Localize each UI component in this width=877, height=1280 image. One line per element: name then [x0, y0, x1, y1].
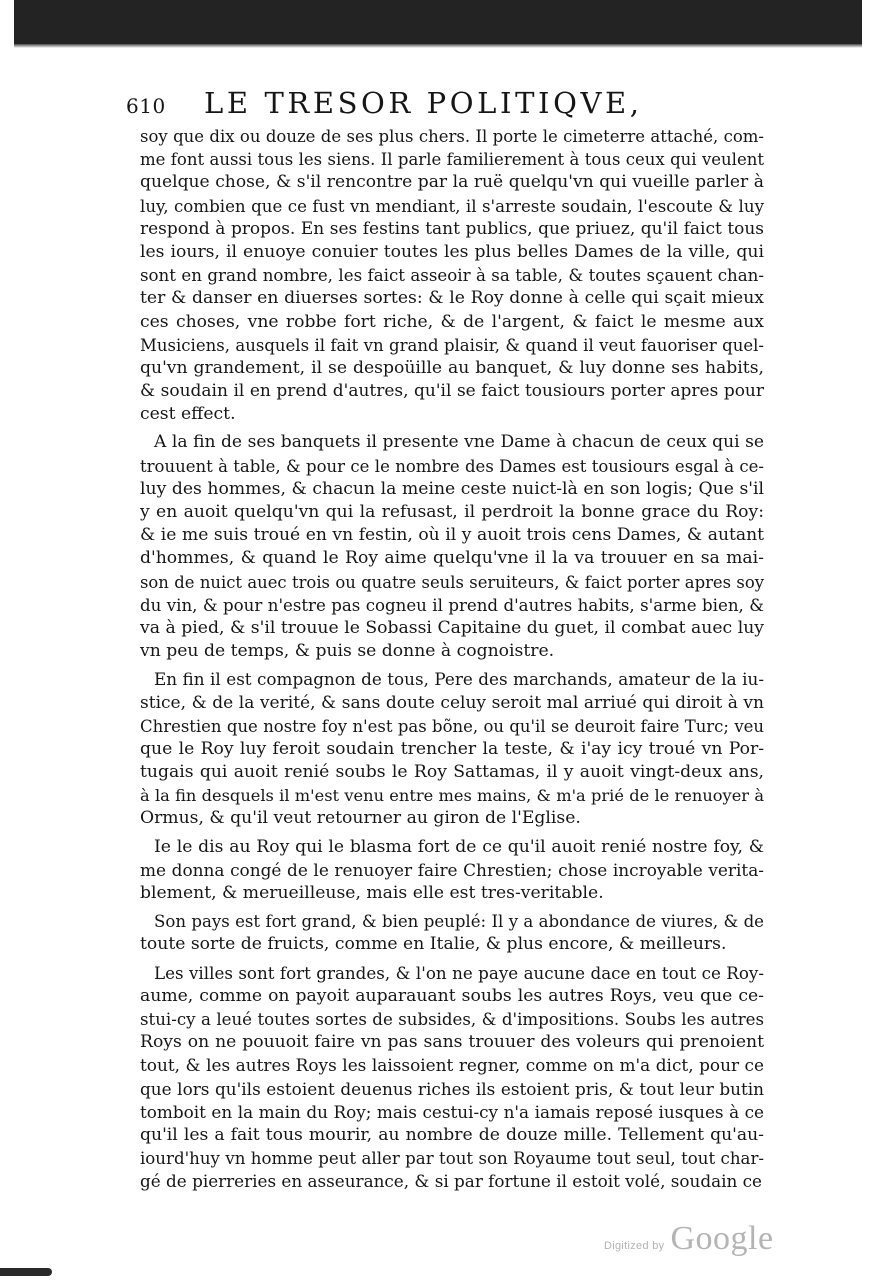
text-line: & soudain il en prend d'autres, qu'il se faict tousiours porter apres pour	[140, 381, 764, 402]
text-line: Chrestien que nostre foy n'est pas bõne, ou qu'il se deuroit faire Turc; veu	[140, 716, 764, 736]
scan-margin-mark	[0, 1268, 52, 1276]
text-line: ter & danser en diuerses sortes: & le Roy donne à celle qui sçait mieux	[140, 288, 764, 309]
paragraph	[140, 431, 764, 663]
text-line: cest effect.	[140, 404, 236, 425]
text-line: vn peu de temps, & puis se donne à cognoistre.	[140, 641, 555, 662]
text-line: stui-cy a leué toutes sortes de subsides, & d'impositions. Soubs les autres	[140, 1009, 764, 1029]
text-line: va à pied, & s'il trouue le Sobassi Capitaine du guet, il combat auec luy	[140, 617, 764, 638]
text-line: luy des hommes, & chacun la meine ceste nuict-là en son logis; Que s'il	[140, 478, 764, 499]
text-line: y en auoit quelqu'vn qui la refusast, il perdroit la bonne grace du Roy:	[140, 502, 764, 522]
text-line: tout, & les autres Roys les laissoient regner, comme on m'a dict, pour ce	[140, 1055, 764, 1076]
text-line: que le Roy luy feroit soudain trencher la teste, & i'ay icy troué vn Por-	[140, 738, 764, 759]
body-text	[140, 125, 764, 1193]
text-line: qu'vn grandement, il se despoüille au banquet, & luy donne ses habits,	[140, 357, 764, 378]
running-title: LE TRESOR POLITIQVE,	[204, 86, 643, 120]
google-logo: Google	[670, 1220, 774, 1257]
text-line: gé de pierreries en asseurance, & si par fortune il estoit volé, soudain ce	[140, 1171, 762, 1192]
scan-top-border-edge	[14, 44, 862, 48]
text-line: Ormus, & qu'il veut retourner au giron de l'Eglise.	[140, 808, 581, 829]
page-header	[126, 86, 766, 126]
text-line: A la fin de ses banquets il presente vne Dame à chacun de ceux qui se	[154, 432, 764, 453]
text-line: Musiciens, ausquels il fait vn grand plaisir, & quand il veut fauoriser quel-	[140, 335, 764, 355]
text-line: du vin, & pour n'estre pas cogneu il prend d'autres habits, s'arme bien, &	[140, 595, 764, 615]
digitized-watermark	[604, 1220, 774, 1258]
text-line: Roys on ne pouuoit faire vn pas sans trouuer des voleurs qui prenoient	[140, 1032, 764, 1053]
watermark-prefix: Digitized by	[604, 1240, 665, 1252]
text-line: iourd'huy vn homme peut aller par tout son Royaume tout seul, tout char-	[140, 1149, 764, 1169]
text-line: En fin il est compagnon de tous, Pere des marchands, amateur de la iu-	[154, 669, 764, 690]
text-line: à la fin desquels il m'est venu entre mes mains, & m'a prié de le renuoyer à	[140, 786, 764, 806]
text-line: me donna congé de le renuoyer faire Chrestien; chose incroyable verita-	[140, 859, 764, 880]
text-line: respond à propos. En ses festins tant publics, que priuez, qu'il faict tous	[140, 218, 764, 239]
text-line: Ie le dis au Roy qui le blasma fort de ce qu'il auoit renié nostre foy, &	[154, 836, 764, 857]
scan-top-border	[14, 0, 862, 47]
text-line: toute sorte de fruicts, comme en Italie, & plus encore, & meilleurs.	[140, 934, 727, 955]
text-line: les iours, il enuoye conuier toutes les plus belles Dames de la ville, qui	[140, 241, 764, 262]
paragraph	[140, 125, 764, 426]
paragraph	[140, 836, 764, 906]
text-line: & ie me suis troué en vn festin, où il y auoit trois cens Dames, & autant	[140, 525, 764, 546]
text-line: trouuent à table, & pour ce le nombre des Dames est tousiours esgal à ce-	[140, 456, 764, 476]
text-line: qu'il les a fait tous mourir, au nombre de douze mille. Tellement qu'au-	[140, 1124, 764, 1145]
text-line: aume, comme on payoit auparauant soubs les autres Roys, veu que ce-	[140, 985, 764, 1006]
paragraph	[140, 962, 764, 1194]
text-line: ces choses, vne robbe fort riche, & de l'argent, & faict le mesme aux	[140, 311, 764, 332]
text-line: me font aussi tous les siens. Il parle familierement à tous ceux qui veulent	[140, 150, 764, 170]
text-line: sont en grand nombre, les faict asseoir à sa table, & toutes sçauent chan-	[140, 266, 764, 286]
text-line: tugais qui auoit renié soubs le Roy Sattamas, il y auoit vingt-deux ans,	[140, 762, 764, 783]
text-line: son de nuict auec trois ou quatre seuls seruiteurs, & faict porter apres soy	[140, 572, 764, 592]
text-line: soy que dix ou douze de ses plus chers. Il porte le cimeterre attaché, com-	[140, 127, 764, 146]
text-line: stice, & de la verité, & sans doute celuy seroit mal arriué qui diroit à vn	[140, 692, 764, 713]
page-number: 610	[126, 94, 166, 118]
paragraph	[140, 910, 764, 956]
text-line: d'hommes, & quand le Roy aime quelqu'vne il la va trouuer en sa mai-	[140, 548, 764, 569]
text-line: blement, & merueilleuse, mais elle est tres-veritable.	[140, 883, 604, 903]
text-line: que lors qu'ils estoient deuenus riches ils estoient pris, & tout leur butin	[140, 1078, 764, 1099]
paragraph	[140, 668, 764, 830]
text-line: Les villes sont fort grandes, & l'on ne paye aucune dace en tout ce Roy-	[154, 962, 764, 983]
text-line: quelque chose, & s'il rencontre par la ruë quelqu'vn qui vueille parler à	[140, 172, 764, 193]
text-line: luy, combien que ce fust vn mendiant, il s'arreste soudain, l'escoute & luy	[140, 196, 764, 216]
text-line: tomboit en la main du Roy; mais cestui-cy n'a iamais reposé iusques à ce	[140, 1101, 764, 1122]
text-line: Son pays est fort grand, & bien peuplé: Il y a abondance de viures, & de	[154, 912, 764, 932]
